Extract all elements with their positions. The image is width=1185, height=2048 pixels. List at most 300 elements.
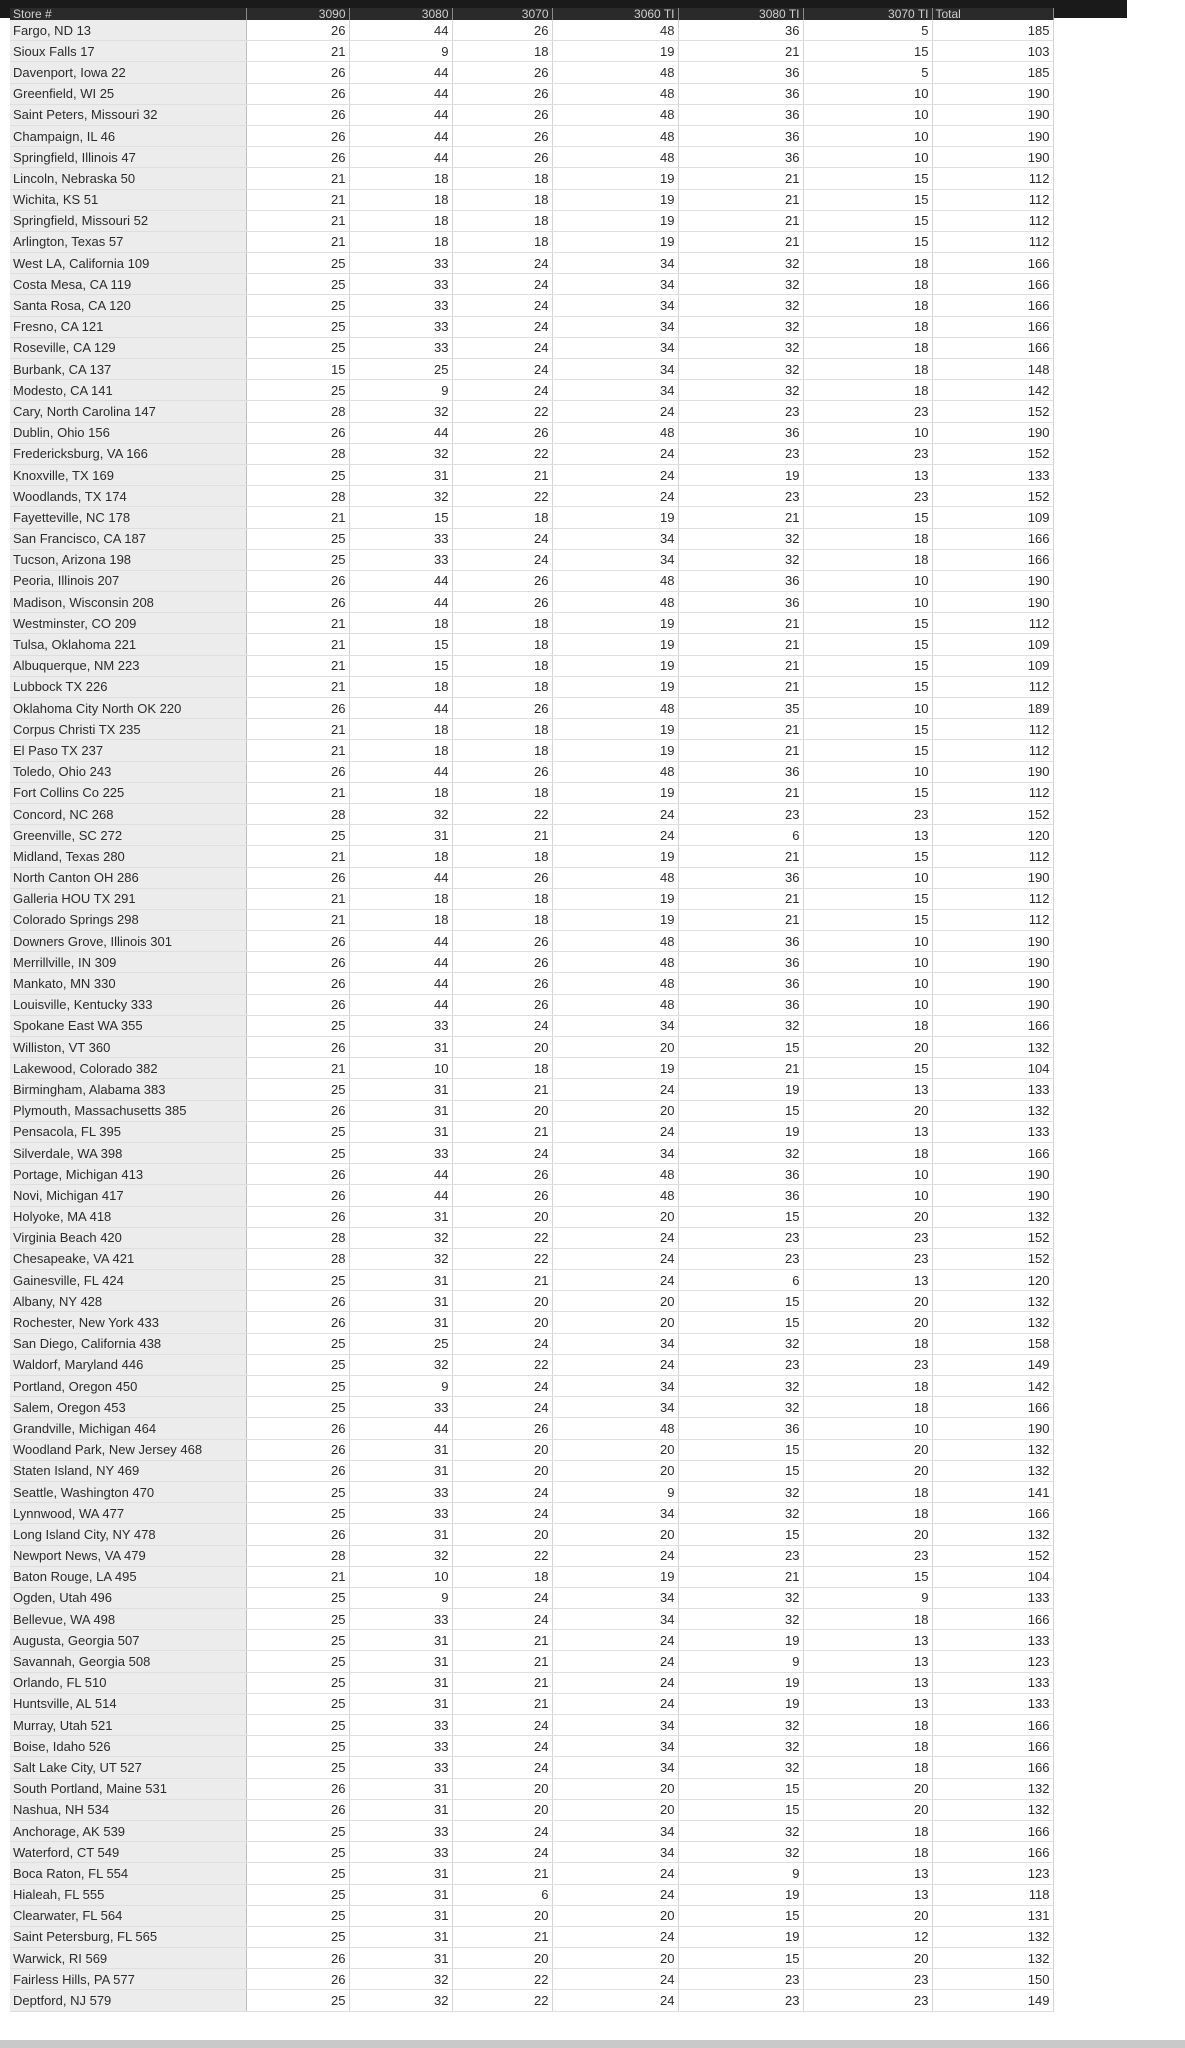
qty-3060-ti-cell[interactable]: 19 <box>552 634 678 655</box>
qty-3080-cell[interactable]: 31 <box>349 1439 452 1460</box>
qty-3080-ti-cell[interactable]: 32 <box>678 1587 803 1608</box>
qty-3060-ti-cell[interactable]: 48 <box>552 973 678 994</box>
qty-3060-ti-cell[interactable]: 24 <box>552 1227 678 1248</box>
store-cell[interactable]: Albany, NY 428 <box>10 1291 246 1312</box>
qty-3060-ti-cell[interactable]: 19 <box>552 168 678 189</box>
qty-3090-cell[interactable]: 21 <box>246 1058 349 1079</box>
qty-3060-ti-cell[interactable]: 34 <box>552 337 678 358</box>
qty-3090-cell[interactable]: 28 <box>246 401 349 422</box>
qty-3080-ti-cell[interactable]: 32 <box>678 253 803 274</box>
qty-3090-cell[interactable]: 26 <box>246 973 349 994</box>
qty-3090-cell[interactable]: 26 <box>246 994 349 1015</box>
qty-3080-cell[interactable]: 33 <box>349 1015 452 1036</box>
qty-3080-ti-cell[interactable]: 32 <box>678 1757 803 1778</box>
qty-3060-ti-cell[interactable]: 9 <box>552 1481 678 1502</box>
qty-3080-cell[interactable]: 33 <box>349 1609 452 1630</box>
qty-3060-ti-cell[interactable]: 19 <box>552 676 678 697</box>
qty-3070-ti-cell[interactable]: 18 <box>803 1015 932 1036</box>
qty-3060-ti-cell[interactable]: 48 <box>552 147 678 168</box>
qty-3060-ti-cell[interactable]: 24 <box>552 1969 678 1990</box>
qty-3070-ti-cell[interactable]: 23 <box>803 1227 932 1248</box>
qty-3060-ti-cell[interactable]: 24 <box>552 1354 678 1375</box>
qty-3090-cell[interactable]: 21 <box>246 41 349 62</box>
store-cell[interactable]: Westminster, CO 209 <box>10 613 246 634</box>
qty-3060-ti-cell[interactable]: 19 <box>552 1566 678 1587</box>
qty-3090-cell[interactable]: 26 <box>246 1778 349 1799</box>
qty-3060-ti-cell[interactable]: 20 <box>552 1778 678 1799</box>
qty-3090-cell[interactable]: 25 <box>246 274 349 295</box>
total-cell[interactable]: 112 <box>932 719 1053 740</box>
qty-3080-cell[interactable]: 31 <box>349 1312 452 1333</box>
qty-3080-cell[interactable]: 44 <box>349 931 452 952</box>
total-cell[interactable]: 190 <box>932 973 1053 994</box>
qty-3080-cell[interactable]: 33 <box>349 528 452 549</box>
store-cell[interactable]: Novi, Michigan 417 <box>10 1185 246 1206</box>
qty-3070-ti-cell[interactable]: 15 <box>803 168 932 189</box>
qty-3090-cell[interactable]: 21 <box>246 888 349 909</box>
total-cell[interactable]: 152 <box>932 803 1053 824</box>
qty-3060-ti-cell[interactable]: 20 <box>552 1948 678 1969</box>
qty-3070-cell[interactable]: 26 <box>452 867 552 888</box>
qty-3080-cell[interactable]: 25 <box>349 359 452 380</box>
qty-3080-cell[interactable]: 44 <box>349 867 452 888</box>
qty-3060-ti-cell[interactable]: 24 <box>552 1926 678 1947</box>
qty-3070-cell[interactable]: 24 <box>452 1481 552 1502</box>
qty-3070-ti-cell[interactable]: 13 <box>803 1693 932 1714</box>
qty-3080-cell[interactable]: 31 <box>349 1778 452 1799</box>
qty-3080-ti-cell[interactable]: 15 <box>678 1905 803 1926</box>
total-cell[interactable]: 118 <box>932 1884 1053 1905</box>
total-cell[interactable]: 132 <box>932 1206 1053 1227</box>
qty-3070-ti-cell[interactable]: 13 <box>803 1630 932 1651</box>
qty-3070-ti-cell[interactable]: 18 <box>803 1333 932 1354</box>
qty-3080-cell[interactable]: 44 <box>349 698 452 719</box>
total-cell[interactable]: 152 <box>932 1227 1053 1248</box>
qty-3070-ti-cell[interactable]: 23 <box>803 1354 932 1375</box>
qty-3090-cell[interactable]: 21 <box>246 210 349 231</box>
qty-3080-ti-cell[interactable]: 36 <box>678 1418 803 1439</box>
qty-3070-ti-cell[interactable]: 20 <box>803 1312 932 1333</box>
total-cell[interactable]: 109 <box>932 507 1053 528</box>
qty-3080-ti-cell[interactable]: 23 <box>678 443 803 464</box>
store-cell[interactable]: Burbank, CA 137 <box>10 359 246 380</box>
qty-3080-ti-cell[interactable]: 21 <box>678 189 803 210</box>
qty-3070-ti-cell[interactable]: 23 <box>803 1969 932 1990</box>
qty-3070-cell[interactable]: 26 <box>452 952 552 973</box>
qty-3080-cell[interactable]: 33 <box>349 1481 452 1502</box>
qty-3080-ti-cell[interactable]: 36 <box>678 125 803 146</box>
qty-3070-ti-cell[interactable]: 13 <box>803 1863 932 1884</box>
qty-3070-ti-cell[interactable]: 15 <box>803 740 932 761</box>
store-cell[interactable]: Lubbock TX 226 <box>10 676 246 697</box>
store-cell[interactable]: Fort Collins Co 225 <box>10 782 246 803</box>
qty-3060-ti-cell[interactable]: 20 <box>552 1037 678 1058</box>
qty-3090-cell[interactable]: 26 <box>246 1100 349 1121</box>
qty-3060-ti-cell[interactable]: 48 <box>552 570 678 591</box>
qty-3070-cell[interactable]: 21 <box>452 1630 552 1651</box>
qty-3080-cell[interactable]: 31 <box>349 1799 452 1820</box>
qty-3080-ti-cell[interactable]: 21 <box>678 1058 803 1079</box>
qty-3070-cell[interactable]: 26 <box>452 20 552 41</box>
qty-3070-cell[interactable]: 22 <box>452 803 552 824</box>
qty-3070-ti-cell[interactable]: 15 <box>803 1058 932 1079</box>
qty-3060-ti-cell[interactable]: 48 <box>552 62 678 83</box>
total-cell[interactable]: 190 <box>932 592 1053 613</box>
qty-3060-ti-cell[interactable]: 34 <box>552 316 678 337</box>
store-cell[interactable]: Fargo, ND 13 <box>10 20 246 41</box>
qty-3090-cell[interactable]: 26 <box>246 1185 349 1206</box>
qty-3080-cell[interactable]: 44 <box>349 104 452 125</box>
total-cell[interactable]: 104 <box>932 1058 1053 1079</box>
qty-3090-cell[interactable]: 25 <box>246 1397 349 1418</box>
qty-3080-ti-cell[interactable]: 21 <box>678 1566 803 1587</box>
qty-3080-ti-cell[interactable]: 19 <box>678 1079 803 1100</box>
qty-3080-ti-cell[interactable]: 32 <box>678 1376 803 1397</box>
qty-3060-ti-cell[interactable]: 24 <box>552 1672 678 1693</box>
qty-3070-ti-cell[interactable]: 18 <box>803 295 932 316</box>
qty-3070-ti-cell[interactable]: 10 <box>803 570 932 591</box>
qty-3080-cell[interactable]: 32 <box>349 401 452 422</box>
qty-3060-ti-cell[interactable]: 19 <box>552 507 678 528</box>
qty-3070-cell[interactable]: 24 <box>452 1715 552 1736</box>
store-cell[interactable]: Davenport, Iowa 22 <box>10 62 246 83</box>
qty-3080-ti-cell[interactable]: 21 <box>678 888 803 909</box>
qty-3070-cell[interactable]: 22 <box>452 1248 552 1269</box>
qty-3080-cell[interactable]: 31 <box>349 1905 452 1926</box>
store-cell[interactable]: Mankato, MN 330 <box>10 973 246 994</box>
qty-3090-cell[interactable]: 28 <box>246 1248 349 1269</box>
qty-3080-cell[interactable]: 18 <box>349 846 452 867</box>
qty-3080-ti-cell[interactable]: 36 <box>678 570 803 591</box>
qty-3080-ti-cell[interactable]: 23 <box>678 486 803 507</box>
qty-3090-cell[interactable]: 25 <box>246 1481 349 1502</box>
qty-3060-ti-cell[interactable]: 34 <box>552 295 678 316</box>
qty-3060-ti-cell[interactable]: 48 <box>552 1185 678 1206</box>
store-cell[interactable]: Holyoke, MA 418 <box>10 1206 246 1227</box>
qty-3070-ti-cell[interactable]: 10 <box>803 83 932 104</box>
qty-3090-cell[interactable]: 26 <box>246 867 349 888</box>
qty-3060-ti-cell[interactable]: 48 <box>552 931 678 952</box>
store-cell[interactable]: Saint Peters, Missouri 32 <box>10 104 246 125</box>
qty-3090-cell[interactable]: 25 <box>246 1905 349 1926</box>
qty-3090-cell[interactable]: 25 <box>246 1990 349 2011</box>
store-cell[interactable]: Madison, Wisconsin 208 <box>10 592 246 613</box>
qty-3090-cell[interactable]: 25 <box>246 1142 349 1163</box>
qty-3080-ti-cell[interactable]: 23 <box>678 1969 803 1990</box>
qty-3060-ti-cell[interactable]: 34 <box>552 1333 678 1354</box>
qty-3090-cell[interactable]: 26 <box>246 931 349 952</box>
qty-3070-cell[interactable]: 18 <box>452 634 552 655</box>
store-cell[interactable]: Albuquerque, NM 223 <box>10 655 246 676</box>
qty-3070-cell[interactable]: 24 <box>452 1609 552 1630</box>
qty-3080-ti-cell[interactable]: 15 <box>678 1291 803 1312</box>
qty-3070-cell[interactable]: 22 <box>452 1990 552 2011</box>
qty-3070-cell[interactable]: 20 <box>452 1100 552 1121</box>
total-cell[interactable]: 166 <box>932 316 1053 337</box>
qty-3070-ti-cell[interactable]: 18 <box>803 380 932 401</box>
qty-3090-cell[interactable]: 26 <box>246 1524 349 1545</box>
total-cell[interactable]: 132 <box>932 1799 1053 1820</box>
store-cell[interactable]: Salem, Oregon 453 <box>10 1397 246 1418</box>
store-cell[interactable]: El Paso TX 237 <box>10 740 246 761</box>
qty-3090-cell[interactable]: 21 <box>246 613 349 634</box>
qty-3070-cell[interactable]: 24 <box>452 1757 552 1778</box>
qty-3060-ti-cell[interactable]: 24 <box>552 1270 678 1291</box>
qty-3060-ti-cell[interactable]: 48 <box>552 994 678 1015</box>
qty-3070-cell[interactable]: 20 <box>452 1291 552 1312</box>
qty-3080-cell[interactable]: 31 <box>349 464 452 485</box>
qty-3060-ti-cell[interactable]: 19 <box>552 909 678 930</box>
qty-3080-ti-cell[interactable]: 36 <box>678 1164 803 1185</box>
qty-3090-cell[interactable]: 25 <box>246 528 349 549</box>
qty-3080-cell[interactable]: 33 <box>349 1397 452 1418</box>
qty-3090-cell[interactable]: 21 <box>246 655 349 676</box>
qty-3080-cell[interactable]: 31 <box>349 1948 452 1969</box>
qty-3090-cell[interactable]: 25 <box>246 1270 349 1291</box>
store-cell[interactable]: Lincoln, Nebraska 50 <box>10 168 246 189</box>
total-cell[interactable]: 133 <box>932 1587 1053 1608</box>
qty-3070-ti-cell[interactable]: 18 <box>803 337 932 358</box>
qty-3080-ti-cell[interactable]: 32 <box>678 1333 803 1354</box>
qty-3080-ti-cell[interactable]: 15 <box>678 1439 803 1460</box>
qty-3090-cell[interactable]: 26 <box>246 1460 349 1481</box>
qty-3090-cell[interactable]: 21 <box>246 909 349 930</box>
store-cell[interactable]: Clearwater, FL 564 <box>10 1905 246 1926</box>
store-cell[interactable]: Champaign, IL 46 <box>10 125 246 146</box>
qty-3090-cell[interactable]: 26 <box>246 104 349 125</box>
store-cell[interactable]: Costa Mesa, CA 119 <box>10 274 246 295</box>
store-cell[interactable]: San Diego, California 438 <box>10 1333 246 1354</box>
qty-3070-cell[interactable]: 18 <box>452 655 552 676</box>
qty-3080-ti-cell[interactable]: 21 <box>678 41 803 62</box>
qty-3070-cell[interactable]: 21 <box>452 464 552 485</box>
qty-3060-ti-cell[interactable]: 34 <box>552 274 678 295</box>
qty-3070-ti-cell[interactable]: 18 <box>803 1481 932 1502</box>
qty-3070-ti-cell[interactable]: 20 <box>803 1778 932 1799</box>
store-cell[interactable]: Nashua, NH 534 <box>10 1799 246 1820</box>
qty-3070-ti-cell[interactable]: 15 <box>803 909 932 930</box>
store-cell[interactable]: Boca Raton, FL 554 <box>10 1863 246 1884</box>
store-cell[interactable]: Ogden, Utah 496 <box>10 1587 246 1608</box>
qty-3070-cell[interactable]: 24 <box>452 253 552 274</box>
qty-3080-cell[interactable]: 10 <box>349 1058 452 1079</box>
qty-3080-cell[interactable]: 33 <box>349 274 452 295</box>
qty-3060-ti-cell[interactable]: 48 <box>552 83 678 104</box>
qty-3070-ti-cell[interactable]: 10 <box>803 698 932 719</box>
qty-3060-ti-cell[interactable]: 34 <box>552 1609 678 1630</box>
qty-3080-ti-cell[interactable]: 36 <box>678 422 803 443</box>
qty-3080-ti-cell[interactable]: 21 <box>678 231 803 252</box>
store-cell[interactable]: Knoxville, TX 169 <box>10 464 246 485</box>
store-cell[interactable]: Pensacola, FL 395 <box>10 1121 246 1142</box>
total-cell[interactable]: 123 <box>932 1863 1053 1884</box>
qty-3080-ti-cell[interactable]: 21 <box>678 168 803 189</box>
qty-3060-ti-cell[interactable]: 34 <box>552 359 678 380</box>
total-cell[interactable]: 190 <box>932 761 1053 782</box>
qty-3090-cell[interactable]: 26 <box>246 147 349 168</box>
qty-3070-cell[interactable]: 21 <box>452 1693 552 1714</box>
qty-3080-ti-cell[interactable]: 19 <box>678 1630 803 1651</box>
store-cell[interactable]: Spokane East WA 355 <box>10 1015 246 1036</box>
qty-3090-cell[interactable]: 26 <box>246 952 349 973</box>
qty-3070-cell[interactable]: 20 <box>452 1948 552 1969</box>
store-cell[interactable]: Lakewood, Colorado 382 <box>10 1058 246 1079</box>
store-cell[interactable]: Greenfield, WI 25 <box>10 83 246 104</box>
qty-3070-ti-cell[interactable]: 23 <box>803 1248 932 1269</box>
qty-3070-cell[interactable]: 22 <box>452 443 552 464</box>
qty-3070-ti-cell[interactable]: 10 <box>803 761 932 782</box>
qty-3060-ti-cell[interactable]: 34 <box>552 1842 678 1863</box>
store-cell[interactable]: Corpus Christi TX 235 <box>10 719 246 740</box>
total-cell[interactable]: 166 <box>932 274 1053 295</box>
qty-3070-cell[interactable]: 26 <box>452 592 552 613</box>
qty-3070-cell[interactable]: 24 <box>452 1842 552 1863</box>
store-cell[interactable]: Salt Lake City, UT 527 <box>10 1757 246 1778</box>
qty-3060-ti-cell[interactable]: 20 <box>552 1206 678 1227</box>
store-cell[interactable]: West LA, California 109 <box>10 253 246 274</box>
qty-3070-cell[interactable]: 21 <box>452 825 552 846</box>
qty-3070-cell[interactable]: 20 <box>452 1206 552 1227</box>
store-cell[interactable]: Louisville, Kentucky 333 <box>10 994 246 1015</box>
qty-3060-ti-cell[interactable]: 19 <box>552 740 678 761</box>
store-cell[interactable]: Boise, Idaho 526 <box>10 1736 246 1757</box>
total-cell[interactable]: 109 <box>932 634 1053 655</box>
qty-3090-cell[interactable]: 25 <box>246 1587 349 1608</box>
qty-3070-cell[interactable]: 24 <box>452 1503 552 1524</box>
qty-3080-cell[interactable]: 32 <box>349 1227 452 1248</box>
qty-3070-ti-cell[interactable]: 13 <box>803 464 932 485</box>
qty-3080-ti-cell[interactable]: 15 <box>678 1312 803 1333</box>
qty-3070-ti-cell[interactable]: 15 <box>803 782 932 803</box>
total-cell[interactable]: 166 <box>932 1015 1053 1036</box>
qty-3080-cell[interactable]: 31 <box>349 1079 452 1100</box>
qty-3060-ti-cell[interactable]: 24 <box>552 1248 678 1269</box>
qty-3080-ti-cell[interactable]: 36 <box>678 147 803 168</box>
store-cell[interactable]: Downers Grove, Illinois 301 <box>10 931 246 952</box>
qty-3070-cell[interactable]: 22 <box>452 1227 552 1248</box>
qty-3070-cell[interactable]: 24 <box>452 316 552 337</box>
total-cell[interactable]: 112 <box>932 231 1053 252</box>
qty-3090-cell[interactable]: 26 <box>246 1037 349 1058</box>
qty-3080-ti-cell[interactable]: 32 <box>678 549 803 570</box>
qty-3080-cell[interactable]: 33 <box>349 1757 452 1778</box>
qty-3060-ti-cell[interactable]: 24 <box>552 464 678 485</box>
qty-3070-cell[interactable]: 20 <box>452 1778 552 1799</box>
store-cell[interactable]: Woodland Park, New Jersey 468 <box>10 1439 246 1460</box>
qty-3080-cell[interactable]: 44 <box>349 1418 452 1439</box>
qty-3060-ti-cell[interactable]: 19 <box>552 846 678 867</box>
total-cell[interactable]: 190 <box>932 1164 1053 1185</box>
qty-3070-ti-cell[interactable]: 5 <box>803 62 932 83</box>
total-cell[interactable]: 112 <box>932 210 1053 231</box>
qty-3080-ti-cell[interactable]: 32 <box>678 316 803 337</box>
total-cell[interactable]: 109 <box>932 655 1053 676</box>
total-cell[interactable]: 148 <box>932 359 1053 380</box>
qty-3080-cell[interactable]: 32 <box>349 1990 452 2011</box>
qty-3090-cell[interactable]: 21 <box>246 231 349 252</box>
qty-3070-ti-cell[interactable]: 23 <box>803 1545 932 1566</box>
qty-3070-ti-cell[interactable]: 13 <box>803 1270 932 1291</box>
qty-3060-ti-cell[interactable]: 24 <box>552 1863 678 1884</box>
qty-3080-cell[interactable]: 31 <box>349 1121 452 1142</box>
qty-3060-ti-cell[interactable]: 24 <box>552 443 678 464</box>
qty-3080-cell[interactable]: 32 <box>349 1969 452 1990</box>
qty-3080-cell[interactable]: 31 <box>349 1037 452 1058</box>
store-cell[interactable]: Deptford, NJ 579 <box>10 1990 246 2011</box>
qty-3090-cell[interactable]: 21 <box>246 719 349 740</box>
qty-3090-cell[interactable]: 25 <box>246 1503 349 1524</box>
qty-3090-cell[interactable]: 21 <box>246 168 349 189</box>
qty-3080-cell[interactable]: 44 <box>349 62 452 83</box>
qty-3060-ti-cell[interactable]: 24 <box>552 1884 678 1905</box>
total-cell[interactable]: 133 <box>932 464 1053 485</box>
qty-3080-cell[interactable]: 32 <box>349 1354 452 1375</box>
qty-3070-ti-cell[interactable]: 15 <box>803 189 932 210</box>
qty-3070-ti-cell[interactable]: 18 <box>803 1757 932 1778</box>
qty-3060-ti-cell[interactable]: 19 <box>552 719 678 740</box>
store-cell[interactable]: Roseville, CA 129 <box>10 337 246 358</box>
qty-3070-ti-cell[interactable]: 15 <box>803 613 932 634</box>
store-cell[interactable]: Fairless Hills, PA 577 <box>10 1969 246 1990</box>
store-cell[interactable]: Waterford, CT 549 <box>10 1842 246 1863</box>
store-cell[interactable]: Warwick, RI 569 <box>10 1948 246 1969</box>
qty-3080-ti-cell[interactable]: 32 <box>678 1820 803 1841</box>
qty-3070-cell[interactable]: 24 <box>452 1142 552 1163</box>
qty-3060-ti-cell[interactable]: 34 <box>552 1820 678 1841</box>
store-cell[interactable]: Peoria, Illinois 207 <box>10 570 246 591</box>
total-cell[interactable]: 166 <box>932 1609 1053 1630</box>
store-cell[interactable]: Concord, NC 268 <box>10 803 246 824</box>
qty-3070-ti-cell[interactable]: 10 <box>803 931 932 952</box>
store-cell[interactable]: Cary, North Carolina 147 <box>10 401 246 422</box>
qty-3080-ti-cell[interactable]: 36 <box>678 104 803 125</box>
total-cell[interactable]: 190 <box>932 1418 1053 1439</box>
qty-3080-ti-cell[interactable]: 32 <box>678 1842 803 1863</box>
qty-3080-cell[interactable]: 44 <box>349 973 452 994</box>
qty-3060-ti-cell[interactable]: 19 <box>552 655 678 676</box>
qty-3080-cell[interactable]: 31 <box>349 1926 452 1947</box>
qty-3070-ti-cell[interactable]: 15 <box>803 676 932 697</box>
qty-3060-ti-cell[interactable]: 24 <box>552 1693 678 1714</box>
qty-3070-ti-cell[interactable]: 18 <box>803 316 932 337</box>
total-cell[interactable]: 133 <box>932 1693 1053 1714</box>
total-cell[interactable]: 190 <box>932 952 1053 973</box>
qty-3080-cell[interactable]: 18 <box>349 719 452 740</box>
total-cell[interactable]: 112 <box>932 168 1053 189</box>
qty-3080-cell[interactable]: 44 <box>349 147 452 168</box>
qty-3080-ti-cell[interactable]: 21 <box>678 676 803 697</box>
qty-3090-cell[interactable]: 25 <box>246 1651 349 1672</box>
qty-3060-ti-cell[interactable]: 34 <box>552 549 678 570</box>
store-cell[interactable]: Plymouth, Massachusetts 385 <box>10 1100 246 1121</box>
qty-3070-ti-cell[interactable]: 18 <box>803 1609 932 1630</box>
qty-3080-cell[interactable]: 31 <box>349 1630 452 1651</box>
qty-3090-cell[interactable]: 26 <box>246 1312 349 1333</box>
qty-3090-cell[interactable]: 25 <box>246 316 349 337</box>
qty-3070-cell[interactable]: 18 <box>452 846 552 867</box>
qty-3070-ti-cell[interactable]: 10 <box>803 592 932 613</box>
qty-3060-ti-cell[interactable]: 34 <box>552 1376 678 1397</box>
qty-3090-cell[interactable]: 26 <box>246 1439 349 1460</box>
qty-3080-cell[interactable]: 33 <box>349 253 452 274</box>
qty-3090-cell[interactable]: 25 <box>246 380 349 401</box>
qty-3060-ti-cell[interactable]: 19 <box>552 210 678 231</box>
qty-3070-cell[interactable]: 20 <box>452 1460 552 1481</box>
total-cell[interactable]: 112 <box>932 189 1053 210</box>
qty-3090-cell[interactable]: 21 <box>246 189 349 210</box>
store-cell[interactable]: Oklahoma City North OK 220 <box>10 698 246 719</box>
qty-3070-ti-cell[interactable]: 18 <box>803 1142 932 1163</box>
